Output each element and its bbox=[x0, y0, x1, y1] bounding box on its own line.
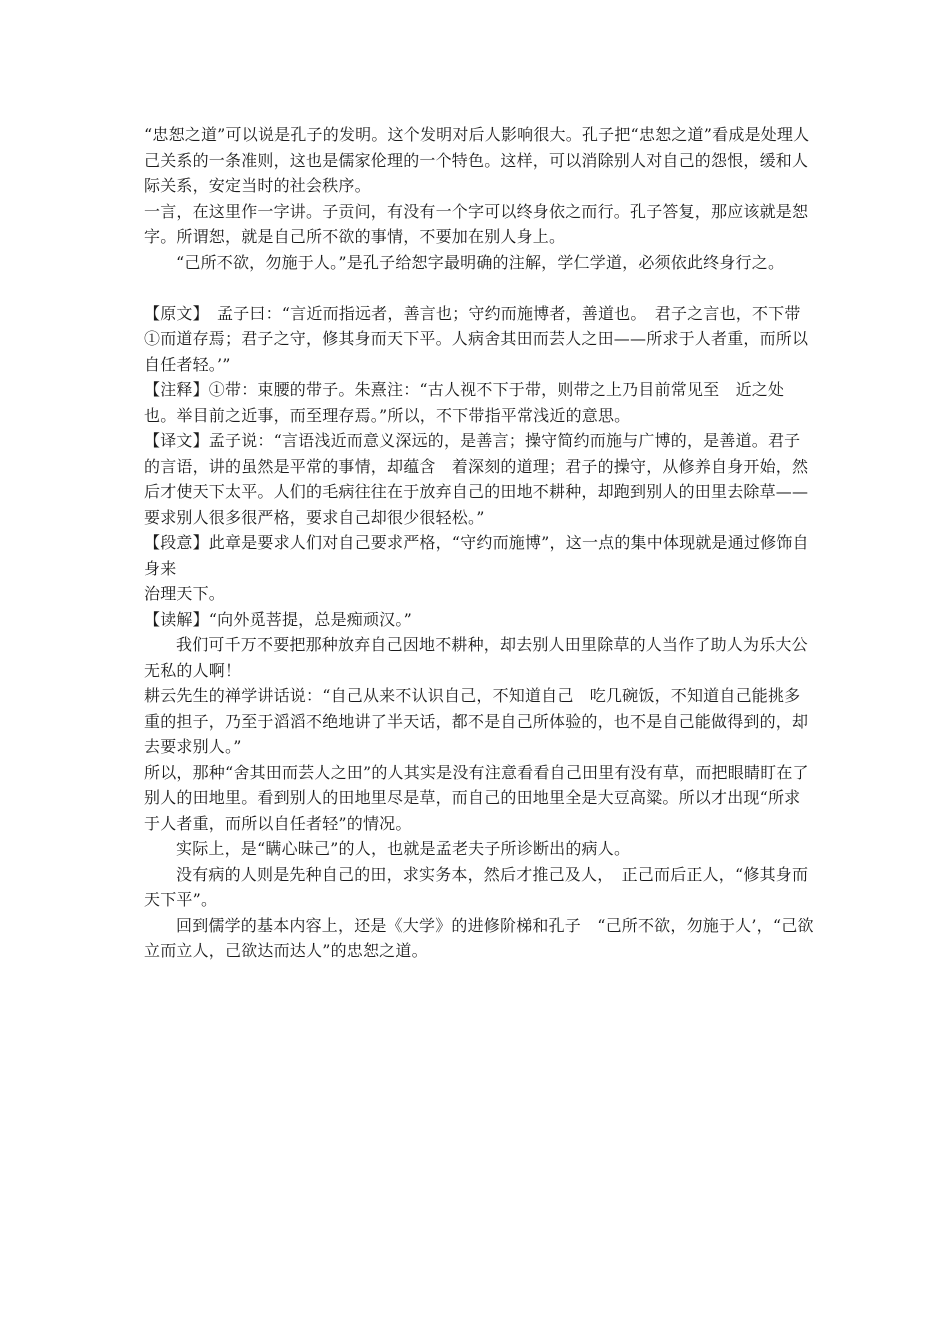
paragraph-zhongshu-intro: “忠恕之道”可以说是孔子的发明。这个发明对后人影响很大。孔子把“忠恕之道”看成是处理人己关系的一条准则，这也是儒家伦理的一个特色。这样，可以消除别人对自己的怨恨，缓和人际关系，安定当时的社会秩序。 bbox=[144, 125, 810, 195]
paragraph-yiwen: 【译文】孟子说：“言语浅近而意义深远的，是善言；操守简约而施与广博的，是善道。君子的言语，讲的虽然是平常的事情，却蕴含 着深刻的道理；君子的操守，从修养自身开始，然后才使天下太平。人们的毛病往往在于放弃自己的田地不耕种，却跑到别人的田里去除草——要求别人很多很严格，要求自己却很少很轻松。” bbox=[144, 431, 809, 527]
document-body bbox=[144, 122, 814, 964]
paragraph-yiyan: 一言，在这里作一字讲。子贡问，有没有一个字可以终身依之而行。孔子答复，那应该就是恕字。所谓恕，就是自己所不欲的事情，不要加在别人身上。 bbox=[144, 201, 809, 246]
paragraph-zhushi: 【注释】①带：束腰的带子。朱熹注：“古人视不下于带，则带之上乃目前常见至 近之处也。举目前之近事，而至理存焉。”所以，不下带指平常浅近的意思。 bbox=[144, 380, 785, 425]
paragraph-yuanwen: 【原文】 孟子曰：“言近而指远者，善言也；守约而施博者，善道也。 君子之言也，不下带①而道存焉；君子之守，修其身而天下平。人病舍其田而芸人之田——所求于人者重，而所以自任者轻。’” bbox=[144, 303, 809, 374]
paragraph-duanyi: 【段意】此章是要求人们对自己要求严格，“守约而施博”，这一点的集中体现就是通过修饰自身来 bbox=[144, 533, 809, 578]
blank-line bbox=[144, 275, 814, 301]
paragraph-dujie: 【读解】“向外觅菩提，总是痴顽汉。” bbox=[144, 609, 412, 629]
paragraph-women: 我们可千万不要把那种放弃自己因地不耕种，却去别人田里除草的人当作了助人为乐大公无私的人啊！ bbox=[144, 635, 808, 680]
paragraph-gengyun: 耕云先生的禅学讲话说：“自己从来不认识自己，不知道自己 吃几碗饭，不知道自己能挑多重的担子，乃至于滔滔不绝地讲了半天话，都不是自己所体验的，也不是自己能做得到的，却去要求别人。” bbox=[144, 686, 809, 756]
paragraph-duanyi-continued: 治理天下。 bbox=[144, 584, 226, 603]
paragraph-shijishang: 实际上，是“瞒心昧己”的人，也就是孟老夫子所诊断出的病人。 bbox=[176, 839, 631, 858]
paragraph-suoyi: 所以，那种“舍其田而芸人之田”的人其实是没有注意看看自己田里有没有草，而把眼睛盯在了别人的田地里。看到别人的田地里尽是草，而自己的田地里全是大豆高粱。所以才出现“所求于人者重，而所以自任者轻”的情况。 bbox=[144, 762, 809, 833]
paragraph-meiyoubing: 没有病的人则是先种自己的田，求实务本，然后才推己及人， 正己而后正人，“修其身而天下平”。 bbox=[144, 864, 809, 909]
paragraph-huidao: 回到儒学的基本内容上，还是《大学》的进修阶梯和孔子 “己所不欲，勿施于人’，“己欲立而立人，己欲达而达人”的忠恕之道。 bbox=[144, 915, 814, 960]
paragraph-jisuobuyu: “己所不欲，勿施于人。”是孔子给恕字最明确的注解，学仁学道，必须依此终身行之。 bbox=[176, 252, 785, 272]
